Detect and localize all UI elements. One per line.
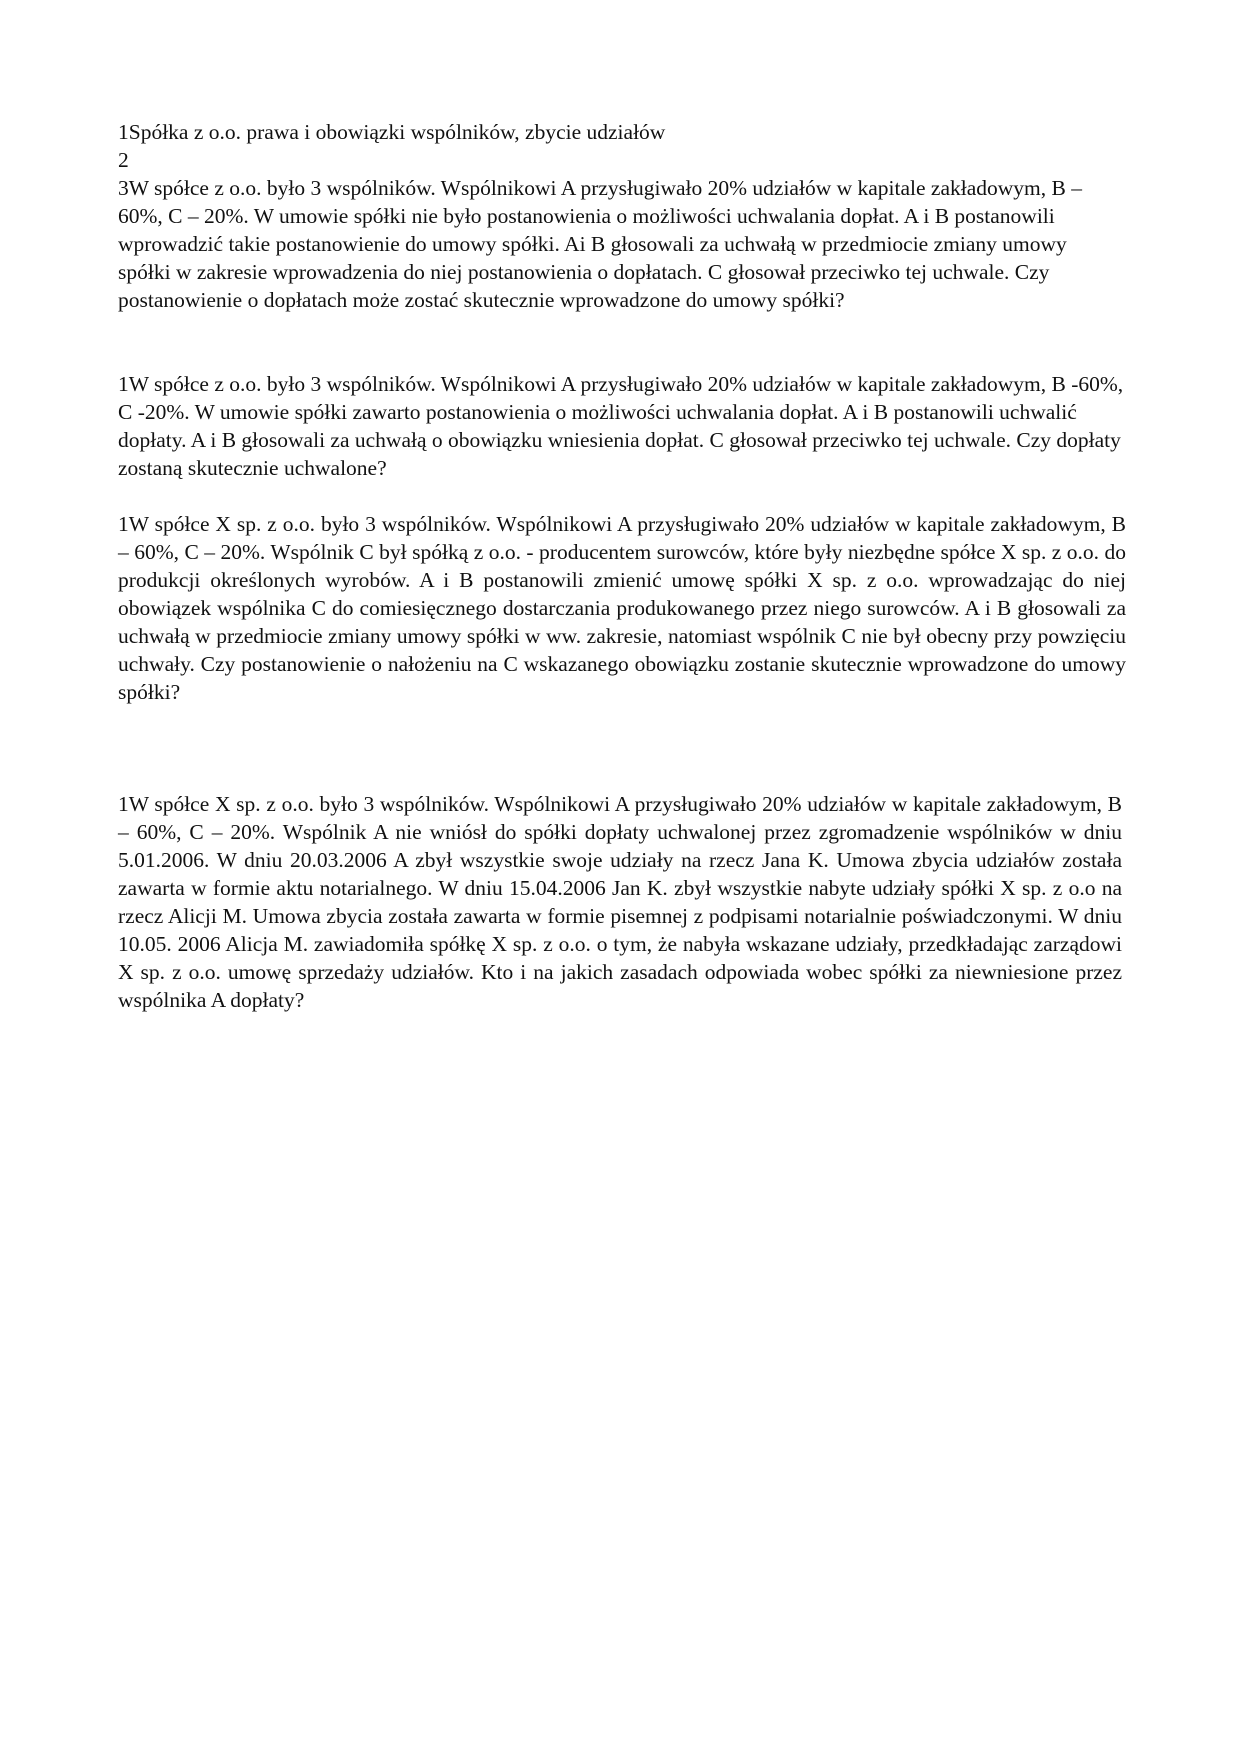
document-title: 1Spółka z o.o. prawa i obowiązki wspólników, zbycie udziałów [118, 120, 666, 144]
case-study-1: 3W spółce z o.o. było 3 wspólników. Wspólnikowi A przysługiwało 20% udziałów w kapitale zakładowym, B – 60%, C – 20%. W umowie spółki nie było postanowienia o możliwości uchwalania dopłat. A i B postanowili wprowadzić takie postanowienie do umowy spółki. Ai B głosowali za uchwałą w przedmiocie zmiany umowy spółki w zakresie wprowadzenia do niej postanowienia o dopłatach. C głosował przeciwko tej uchwale. Czy postanowienie o dopłatach może zostać skutecznie wprowadzone do umowy spółki? [118, 176, 1082, 312]
case-study-3: 1W spółce X sp. z o.o. było 3 wspólników. Wspólnikowi A przysługiwało 20% udziałów w kapitale zakładowym, B – 60%, C – 20%. Wspólnik C był spółką z o.o. - producentem surowców, które były niezbędne spółce X sp. z o.o. do produkcji określonych wyrobów. A i B postanowili zmienić umowę spółki X sp. z o.o. wprowadzając do niej obowiązek wspólnika C do comiesięcznego dostarczania produkowanego przez niego surowców. A i B głosowali za uchwałą w przedmiocie zmiany umowy spółki w ww. zakresie, natomiast wspólnik C nie był obecny przy powzięciu uchwały. Czy postanowienie o nałożeniu na C wskazanego obowiązku zostanie skutecznie wprowadzone do umowy spółki? [118, 512, 1126, 704]
case-study-2: 1W spółce z o.o. było 3 wspólników. Wspólnikowi A przysługiwało 20% udziałów w kapitale zakładowym, B -60%, C -20%. W umowie spółki zawarto postanowienia o możliwości uchwalania dopłat. A i B postanowili uchwalić dopłaty. A i B głosowali za uchwałą o obowiązku wniesienia dopłat. C głosował przeciwko tej uchwale. Czy dopłaty zostaną skutecznie uchwalone? [118, 372, 1124, 480]
case-study-4: 1W spółce X sp. z o.o. było 3 wspólników. Wspólnikowi A przysługiwało 20% udziałów w kapitale zakładowym, B – 60%, C – 20%. Wspólnik A nie wniósł do spółki dopłaty uchwalonej przez zgromadzenie wspólników w dniu 5.01.2006. W dniu 20.03.2006 A zbył wszystkie swoje udziały na rzecz Jana K. Umowa zbycia udziałów została zawarta w formie aktu notarialnego. W dniu 15.04.2006 Jan K. zbył wszystkie nabyte udziały spółki X sp. z o.o na rzecz Alicji M. Umowa zbycia została zawarta w formie pisemnej z podpisami notarialnie poświadczonymi. W dniu 10.05. 2006 Alicja M. zawiadomiła spółkę X sp. z o.o. o tym, że nabyła wskazane udziały, przedkładając zarządowi X sp. z o.o. umowę sprzedaży udziałów. Kto i na jakich zasadach odpowiada wobec spółki za niewniesione przez wspólnika A dopłaty? [118, 792, 1122, 1012]
page-number-line: 2 [118, 148, 129, 172]
